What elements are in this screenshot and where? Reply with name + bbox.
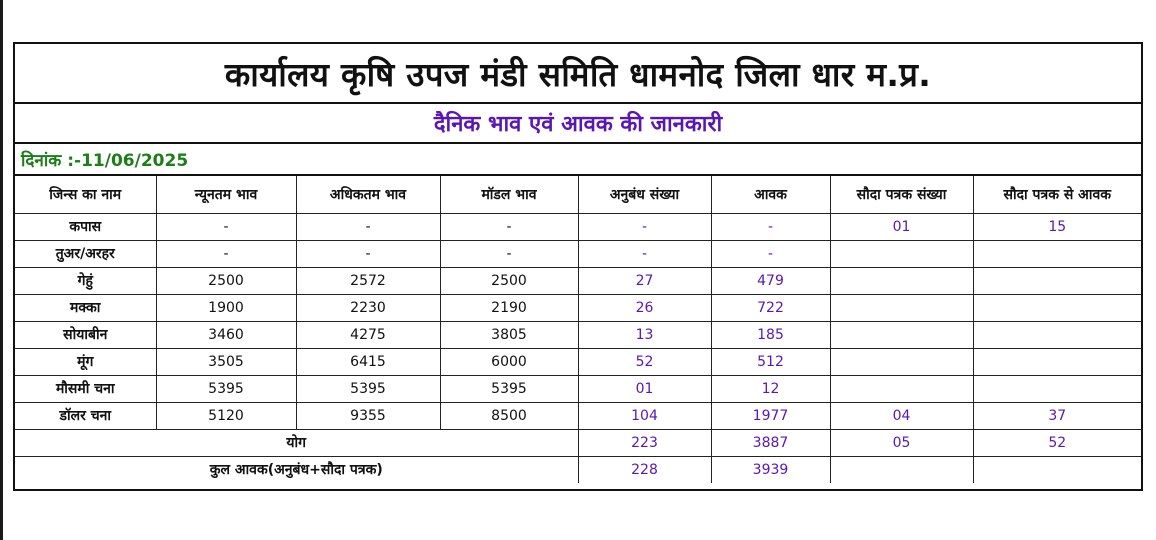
contract-count: 52 bbox=[578, 348, 711, 375]
deal-arrival bbox=[973, 294, 1141, 321]
table-row bbox=[15, 402, 1141, 429]
arrival: 512 bbox=[711, 348, 830, 375]
col-header-max-price: अधिकतम भाव bbox=[296, 176, 440, 213]
mandi-rate-sheet bbox=[13, 42, 1143, 491]
max-price: - bbox=[296, 213, 440, 240]
report-date: दिनांक :-11/06/2025 bbox=[21, 151, 189, 171]
commodity-name: गेहुं bbox=[15, 267, 156, 294]
min-price: 5120 bbox=[156, 402, 296, 429]
title-row bbox=[15, 44, 1141, 104]
min-price: 3460 bbox=[156, 321, 296, 348]
deal-count: 04 bbox=[830, 402, 973, 429]
contract-count: 01 bbox=[578, 375, 711, 402]
total-deal-arrival: 52 bbox=[973, 429, 1141, 456]
deal-count bbox=[830, 321, 973, 348]
modal-price: 6000 bbox=[440, 348, 578, 375]
arrival: 185 bbox=[711, 321, 830, 348]
commodity-name: कपास bbox=[15, 213, 156, 240]
min-price: - bbox=[156, 240, 296, 267]
contract-count: - bbox=[578, 240, 711, 267]
min-price: - bbox=[156, 213, 296, 240]
modal-price: - bbox=[440, 240, 578, 267]
deal-count bbox=[830, 375, 973, 402]
deal-arrival bbox=[973, 375, 1141, 402]
table-row bbox=[15, 348, 1141, 375]
table-row bbox=[15, 213, 1141, 240]
min-price: 2500 bbox=[156, 267, 296, 294]
max-price: 5395 bbox=[296, 375, 440, 402]
deal-arrival bbox=[973, 267, 1141, 294]
total-row bbox=[15, 429, 1141, 456]
table-row bbox=[15, 321, 1141, 348]
grand-total-label: कुल आवक(अनुबंध+सौदा पत्रक) bbox=[15, 456, 578, 483]
arrival: - bbox=[711, 240, 830, 267]
commodity-name: मूंग bbox=[15, 348, 156, 375]
grand-total-empty-cell bbox=[830, 456, 973, 483]
commodity-name: मक्का bbox=[15, 294, 156, 321]
total-label: योग bbox=[15, 429, 578, 456]
total-contract-count: 223 bbox=[578, 429, 711, 456]
max-price: 6415 bbox=[296, 348, 440, 375]
modal-price: 2500 bbox=[440, 267, 578, 294]
total-arrival: 3887 bbox=[711, 429, 830, 456]
arrival: 12 bbox=[711, 375, 830, 402]
col-header-min-price: न्यूनतम भाव bbox=[156, 176, 296, 213]
col-header-contract-count: अनुबंध संख्या bbox=[578, 176, 711, 213]
col-header-deal-arrival: सौदा पत्रक से आवक bbox=[973, 176, 1141, 213]
min-price: 1900 bbox=[156, 294, 296, 321]
contract-count: 104 bbox=[578, 402, 711, 429]
commodity-name: सोयाबीन bbox=[15, 321, 156, 348]
col-header-deal-count: सौदा पत्रक संख्या bbox=[830, 176, 973, 213]
min-price: 3505 bbox=[156, 348, 296, 375]
deal-arrival: 37 bbox=[973, 402, 1141, 429]
deal-arrival bbox=[973, 348, 1141, 375]
modal-price: - bbox=[440, 213, 578, 240]
subtitle-row bbox=[15, 104, 1141, 144]
grand-total-empty-cell bbox=[973, 456, 1141, 483]
col-header-modal-price: मॉडल भाव bbox=[440, 176, 578, 213]
page-left-edge bbox=[0, 0, 3, 540]
table-header-row bbox=[15, 176, 1141, 213]
arrival: 479 bbox=[711, 267, 830, 294]
date-row bbox=[15, 144, 1141, 176]
grand-total-contract-count: 228 bbox=[578, 456, 711, 483]
deal-arrival: 15 bbox=[973, 213, 1141, 240]
office-title: कार्यालय कृषि उपज मंडी समिति धामनोद जिला धार म.प्र. bbox=[224, 54, 932, 94]
max-price: 2572 bbox=[296, 267, 440, 294]
total-deal-count: 05 bbox=[830, 429, 973, 456]
arrival: - bbox=[711, 213, 830, 240]
table-row bbox=[15, 375, 1141, 402]
col-header-commodity: जिन्स का नाम bbox=[15, 176, 156, 213]
deal-count bbox=[830, 240, 973, 267]
grand-total-row bbox=[15, 456, 1141, 483]
deal-arrival bbox=[973, 321, 1141, 348]
table-row bbox=[15, 294, 1141, 321]
max-price: - bbox=[296, 240, 440, 267]
max-price: 2230 bbox=[296, 294, 440, 321]
modal-price: 3805 bbox=[440, 321, 578, 348]
deal-arrival bbox=[973, 240, 1141, 267]
arrival: 722 bbox=[711, 294, 830, 321]
table-row bbox=[15, 267, 1141, 294]
arrival: 1977 bbox=[711, 402, 830, 429]
modal-price: 2190 bbox=[440, 294, 578, 321]
deal-count bbox=[830, 348, 973, 375]
deal-count: 01 bbox=[830, 213, 973, 240]
commodity-name: डॉलर चना bbox=[15, 402, 156, 429]
col-header-arrival: आवक bbox=[711, 176, 830, 213]
contract-count: 27 bbox=[578, 267, 711, 294]
modal-price: 5395 bbox=[440, 375, 578, 402]
modal-price: 8500 bbox=[440, 402, 578, 429]
commodity-name: मौसमी चना bbox=[15, 375, 156, 402]
deal-count bbox=[830, 267, 973, 294]
table-row bbox=[15, 240, 1141, 267]
commodity-name: तुअर/अरहर bbox=[15, 240, 156, 267]
contract-count: - bbox=[578, 213, 711, 240]
max-price: 9355 bbox=[296, 402, 440, 429]
report-subtitle: दैनिक भाव एवं आवक की जानकारी bbox=[433, 112, 723, 137]
contract-count: 26 bbox=[578, 294, 711, 321]
grand-total-arrival: 3939 bbox=[711, 456, 830, 483]
deal-count bbox=[830, 294, 973, 321]
rates-table bbox=[15, 176, 1141, 483]
max-price: 4275 bbox=[296, 321, 440, 348]
min-price: 5395 bbox=[156, 375, 296, 402]
contract-count: 13 bbox=[578, 321, 711, 348]
